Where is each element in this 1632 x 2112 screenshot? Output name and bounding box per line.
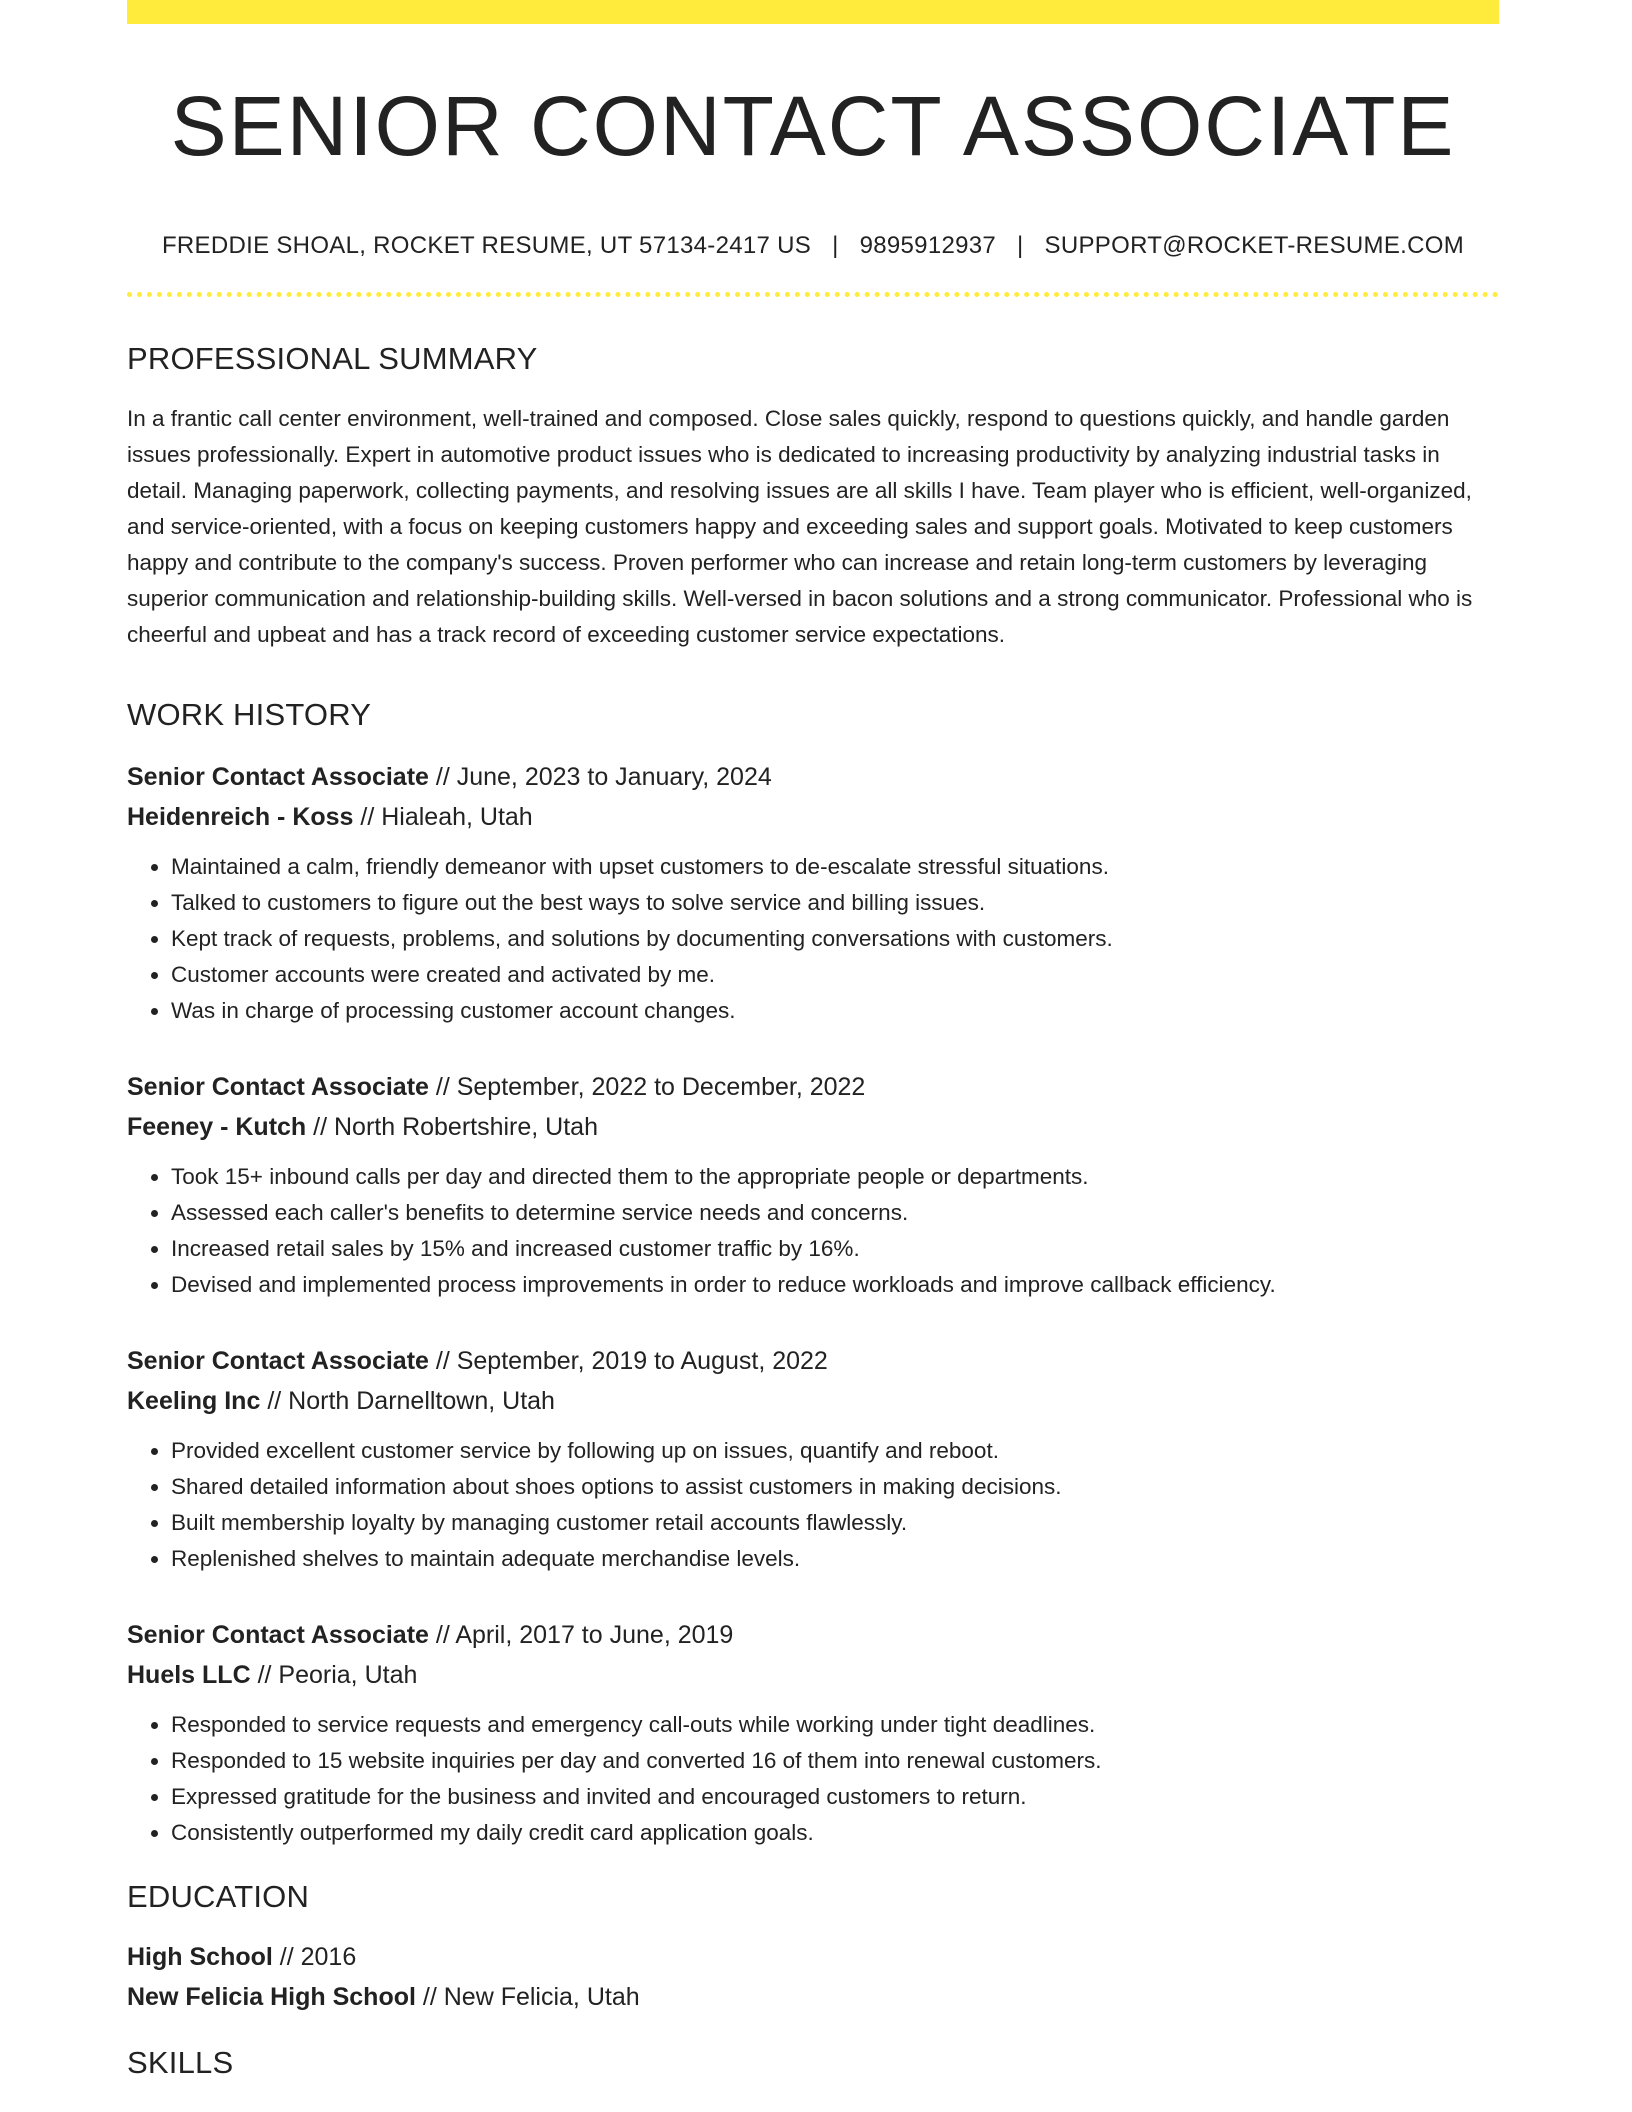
dotted-divider bbox=[127, 292, 1499, 297]
job-bullets bbox=[127, 1159, 1499, 1303]
contact-separator: | bbox=[832, 232, 839, 259]
job-title-line bbox=[127, 1067, 1499, 1107]
job-bullets bbox=[127, 1707, 1499, 1851]
job-bullets bbox=[127, 849, 1499, 1029]
list-item: • Provided excellent customer service by following up on issues, quantify and reboot. bbox=[171, 1433, 1499, 1469]
job-title: Senior Contact Associate bbox=[127, 1073, 429, 1101]
job-company-line bbox=[127, 1655, 1499, 1695]
job-bullets bbox=[127, 1433, 1499, 1577]
education-location: // New Felicia, Utah bbox=[415, 1983, 640, 2011]
job-dates: // September, 2022 to December, 2022 bbox=[428, 1073, 866, 1101]
job-entry bbox=[127, 1341, 1499, 1577]
list-item: • Talked to customers to figure out the best ways to solve service and billing issues. bbox=[171, 885, 1499, 921]
job-entry bbox=[127, 757, 1499, 1029]
education-school: New Felicia High School bbox=[127, 1983, 416, 2011]
job-title-line bbox=[127, 757, 1499, 797]
education-degree-line bbox=[127, 1937, 1499, 1977]
list-item: • Built membership loyalty by managing customer retail accounts flawlessly. bbox=[171, 1505, 1499, 1541]
education-school-line bbox=[127, 1977, 1499, 2017]
skills-heading: SKILLS bbox=[127, 2045, 234, 2080]
contact-phone: 9895912937 bbox=[859, 232, 997, 259]
job-dates: // April, 2017 to June, 2019 bbox=[428, 1621, 734, 1649]
job-dates: // June, 2023 to January, 2024 bbox=[428, 763, 772, 791]
job-company-line bbox=[127, 797, 1499, 837]
contact-email: SUPPORT@ROCKET-RESUME.COM bbox=[1044, 232, 1465, 259]
education-year: // 2016 bbox=[272, 1943, 357, 1971]
list-item: • Increased retail sales by 15% and increased customer traffic by 16%. bbox=[171, 1231, 1499, 1267]
job-location: // Peoria, Utah bbox=[250, 1661, 418, 1689]
list-item: • Customer accounts were created and activated by me. bbox=[171, 957, 1499, 993]
list-item: • Responded to 15 website inquiries per day and converted 16 of them into renewal customers. bbox=[171, 1743, 1499, 1779]
job-entry bbox=[127, 1067, 1499, 1303]
contact-address: FREDDIE SHOAL, ROCKET RESUME, UT 57134-2417 US bbox=[161, 232, 812, 259]
job-company: Huels LLC bbox=[127, 1661, 251, 1689]
job-title-line bbox=[127, 1615, 1499, 1655]
list-item: • Devised and implemented process improvements in order to reduce workloads and improve callback efficiency. bbox=[171, 1267, 1499, 1303]
list-item: • Responded to service requests and emergency call-outs while working under tight deadlines. bbox=[171, 1707, 1499, 1743]
job-company: Keeling Inc bbox=[127, 1387, 261, 1415]
list-item: • Replenished shelves to maintain adequate merchandise levels. bbox=[171, 1541, 1499, 1577]
list-item: • Shared detailed information about shoes options to assist customers in making decisions. bbox=[171, 1469, 1499, 1505]
job-company-line bbox=[127, 1381, 1499, 1421]
job-title: Senior Contact Associate bbox=[127, 763, 429, 791]
contact-line bbox=[127, 232, 1499, 260]
education-entry bbox=[127, 1937, 1499, 2017]
list-item: • Assessed each caller's benefits to determine service needs and concerns. bbox=[171, 1195, 1499, 1231]
education-heading: EDUCATION bbox=[127, 1879, 310, 1914]
job-location: // North Darnelltown, Utah bbox=[260, 1387, 555, 1415]
job-title: Senior Contact Associate bbox=[127, 1347, 429, 1375]
job-title: Senior Contact Associate bbox=[127, 1621, 429, 1649]
job-location: // North Robertshire, Utah bbox=[306, 1113, 598, 1141]
job-company: Feeney - Kutch bbox=[127, 1113, 307, 1141]
list-item: • Expressed gratitude for the business and invited and encouraged customers to return. bbox=[171, 1779, 1499, 1815]
list-item: • Was in charge of processing customer account changes. bbox=[171, 993, 1499, 1029]
resume-page bbox=[127, 0, 1499, 2081]
education-degree: High School bbox=[127, 1943, 273, 1971]
work-history-heading: WORK HISTORY bbox=[127, 697, 372, 732]
list-item: • Took 15+ inbound calls per day and directed them to the appropriate people or departments. bbox=[171, 1159, 1499, 1195]
job-company-line bbox=[127, 1107, 1499, 1147]
job-dates: // September, 2019 to August, 2022 bbox=[428, 1347, 828, 1375]
accent-bar bbox=[127, 0, 1499, 24]
list-item: • Consistently outperformed my daily credit card application goals. bbox=[171, 1815, 1499, 1851]
contact-separator: | bbox=[1017, 232, 1024, 259]
job-location: // Hialeah, Utah bbox=[353, 803, 533, 831]
summary-heading: PROFESSIONAL SUMMARY bbox=[127, 341, 538, 376]
page-title: SENIOR CONTACT ASSOCIATE bbox=[170, 79, 1456, 173]
summary-text: In a frantic call center environment, well-trained and composed. Close sales quickly, respond to questions quickly, and handle garden issues professionally. Expert in automotive product issues who is dedicated to increasing productivity by analyzing industrial tasks in detail. Managing paperwork, collecting payments, and resolving issues are all skills I have. Team player who is efficient, well-organized, and service-oriented, with a focus on keeping customers happy and exceeding sales and support goals. Motivated to keep customers happy and contribute to the company's success. Proven performer who can increase and retain long-term customers by leveraging superior communication and relationship-building skills. Well-versed in bacon solutions and a strong communicator. Professional who is cheerful and upbeat and has a track record of exceeding customer service expectations. bbox=[127, 406, 1473, 647]
job-company: Heidenreich - Koss bbox=[127, 803, 354, 831]
job-title-line bbox=[127, 1341, 1499, 1381]
list-item: • Kept track of requests, problems, and solutions by documenting conversations with customers. bbox=[171, 921, 1499, 957]
list-item: • Maintained a calm, friendly demeanor with upset customers to de-escalate stressful situations. bbox=[171, 849, 1499, 885]
job-entry bbox=[127, 1615, 1499, 1851]
